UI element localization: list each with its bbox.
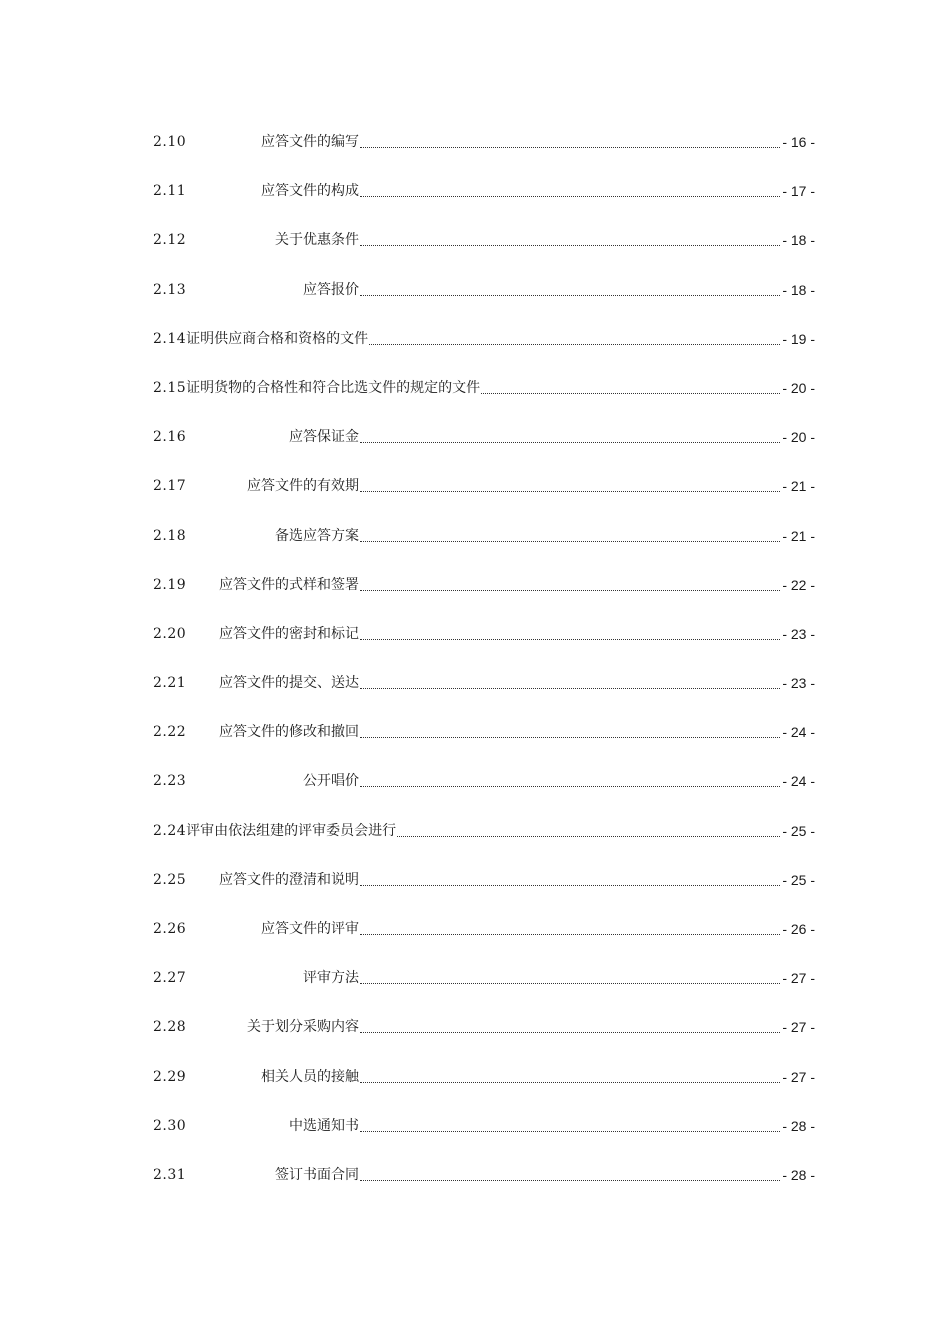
toc-entry-title: 应答文件的修改和撤回	[219, 724, 359, 741]
toc-entry-page: - 24 -	[782, 724, 815, 741]
toc-leader	[360, 670, 780, 689]
toc-entry-page: - 27 -	[782, 1068, 815, 1085]
toc-entry-page: - 22 -	[782, 576, 815, 593]
toc-entry-number: 2.28	[153, 1019, 187, 1036]
toc-entry-title: 相关人员的接触	[261, 1068, 359, 1085]
toc-leader	[360, 916, 780, 935]
toc-leader	[360, 719, 780, 738]
toc-entry-title: 关于优惠条件	[275, 232, 359, 249]
toc-entry[interactable]	[153, 326, 815, 375]
toc-leader	[481, 375, 780, 394]
toc-leader	[360, 473, 780, 492]
toc-entry-title: 应答保证金	[289, 429, 359, 446]
toc-entry-number: 2.12	[153, 232, 187, 249]
toc-entry-page: - 21 -	[782, 478, 815, 495]
toc-entry-title: 备选应答方案	[275, 527, 359, 544]
toc-entry[interactable]	[153, 178, 815, 227]
toc-entry[interactable]	[153, 818, 815, 867]
toc-leader	[360, 1162, 780, 1181]
toc-entry[interactable]	[153, 670, 815, 719]
toc-entry[interactable]	[153, 867, 815, 916]
toc-entry[interactable]	[153, 1014, 815, 1063]
toc-entry[interactable]	[153, 768, 815, 817]
toc-entry-number: 2.29	[153, 1068, 187, 1085]
toc-leader	[360, 424, 780, 443]
toc-entry-title: 评审由依法组建的评审委员会进行	[186, 822, 397, 839]
toc-leader	[360, 768, 780, 787]
toc-entry-title: 应答文件的澄清和说明	[219, 871, 359, 888]
toc-entry-number: 2.19	[153, 576, 187, 593]
toc-leader	[360, 277, 780, 296]
table-of-contents	[153, 129, 815, 1211]
toc-entry-title: 证明供应商合格和资格的文件	[186, 330, 369, 347]
toc-entry-title: 应答文件的编写	[261, 134, 359, 150]
toc-entry[interactable]	[153, 129, 815, 178]
toc-entry-number: 2.26	[153, 921, 187, 937]
toc-entry-title: 应答文件的评审	[261, 921, 359, 937]
toc-entry-title: 证明货物的合格性和符合比选文件的规定的文件	[186, 379, 481, 396]
toc-entry-page: - 16 -	[782, 134, 815, 150]
toc-entry[interactable]	[153, 1113, 815, 1162]
toc-entry-number: 2.11	[153, 183, 187, 200]
toc-entry-title: 应答文件的式样和签署	[219, 576, 359, 593]
toc-entry-page: - 18 -	[782, 232, 815, 249]
toc-entry-number: 2.17	[153, 478, 187, 495]
toc-entry-page: - 27 -	[782, 970, 815, 987]
toc-entry-page: - 18 -	[782, 281, 815, 298]
toc-entry-title: 评审方法	[303, 970, 359, 987]
toc-entry-number: 2.24	[153, 822, 187, 839]
toc-leader	[360, 1064, 780, 1083]
toc-entry-page: - 25 -	[782, 822, 815, 839]
toc-entry-title: 应答文件的构成	[261, 183, 359, 200]
toc-entry-number: 2.27	[153, 970, 187, 987]
toc-entry[interactable]	[153, 916, 815, 965]
toc-entry-number: 2.18	[153, 527, 187, 544]
toc-entry-page: - 23 -	[782, 675, 815, 692]
toc-entry-title: 应答文件的有效期	[247, 478, 359, 495]
toc-entry-title: 关于划分采购内容	[247, 1019, 359, 1036]
toc-entry-number: 2.16	[153, 429, 187, 446]
toc-entry-title: 签订书面合同	[275, 1166, 359, 1183]
toc-entry[interactable]	[153, 523, 815, 572]
toc-entry[interactable]	[153, 424, 815, 473]
toc-leader	[369, 326, 780, 345]
toc-leader	[360, 178, 780, 197]
toc-entry-page: - 28 -	[782, 1117, 815, 1134]
toc-entry[interactable]	[153, 277, 815, 326]
toc-entry-title: 应答文件的密封和标记	[219, 625, 359, 642]
toc-entry-title: 应答报价	[303, 281, 359, 298]
toc-entry-page: - 26 -	[782, 921, 815, 937]
toc-entry[interactable]	[153, 473, 815, 522]
toc-entry-page: - 20 -	[782, 429, 815, 446]
toc-leader	[360, 965, 780, 984]
toc-entry[interactable]	[153, 621, 815, 670]
toc-entry-number: 2.20	[153, 625, 187, 642]
toc-entry-number: 2.21	[153, 675, 187, 692]
toc-entry-number: 2.22	[153, 724, 187, 741]
toc-entry-number: 2.30	[153, 1117, 187, 1134]
toc-entry-number: 2.15	[153, 379, 187, 396]
toc-entry-page: - 28 -	[782, 1166, 815, 1183]
toc-entry[interactable]	[153, 572, 815, 621]
toc-leader	[360, 1113, 780, 1132]
toc-entry-number: 2.31	[153, 1166, 187, 1183]
toc-entry-title: 公开唱价	[303, 773, 359, 790]
toc-entry-number: 2.25	[153, 871, 187, 888]
toc-leader	[360, 129, 780, 148]
toc-entry-page: - 21 -	[782, 527, 815, 544]
toc-entry-page: - 24 -	[782, 773, 815, 790]
toc-leader	[360, 867, 780, 886]
toc-entry-number: 2.23	[153, 773, 187, 790]
toc-entry[interactable]	[153, 227, 815, 276]
toc-entry[interactable]	[153, 1162, 815, 1211]
toc-entry-page: - 20 -	[782, 379, 815, 396]
toc-entry[interactable]	[153, 965, 815, 1014]
toc-leader	[360, 621, 780, 640]
toc-entry-page: - 27 -	[782, 1019, 815, 1036]
toc-entry[interactable]	[153, 719, 815, 768]
toc-entry-page: - 17 -	[782, 183, 815, 200]
toc-entry-title: 中选通知书	[289, 1117, 359, 1134]
toc-leader	[360, 1014, 780, 1033]
toc-entry[interactable]	[153, 375, 815, 424]
toc-leader	[360, 227, 780, 246]
toc-entry-number: 2.14	[153, 330, 187, 347]
toc-leader	[397, 818, 780, 837]
toc-entry-number: 2.10	[153, 134, 187, 150]
toc-entry-page: - 23 -	[782, 625, 815, 642]
toc-entry[interactable]	[153, 1064, 815, 1113]
toc-entry-number: 2.13	[153, 281, 187, 298]
toc-entry-page: - 25 -	[782, 871, 815, 888]
toc-entry-page: - 19 -	[782, 330, 815, 347]
toc-leader	[360, 572, 780, 591]
toc-entry-title: 应答文件的提交、送达	[219, 675, 359, 692]
toc-leader	[360, 523, 780, 542]
